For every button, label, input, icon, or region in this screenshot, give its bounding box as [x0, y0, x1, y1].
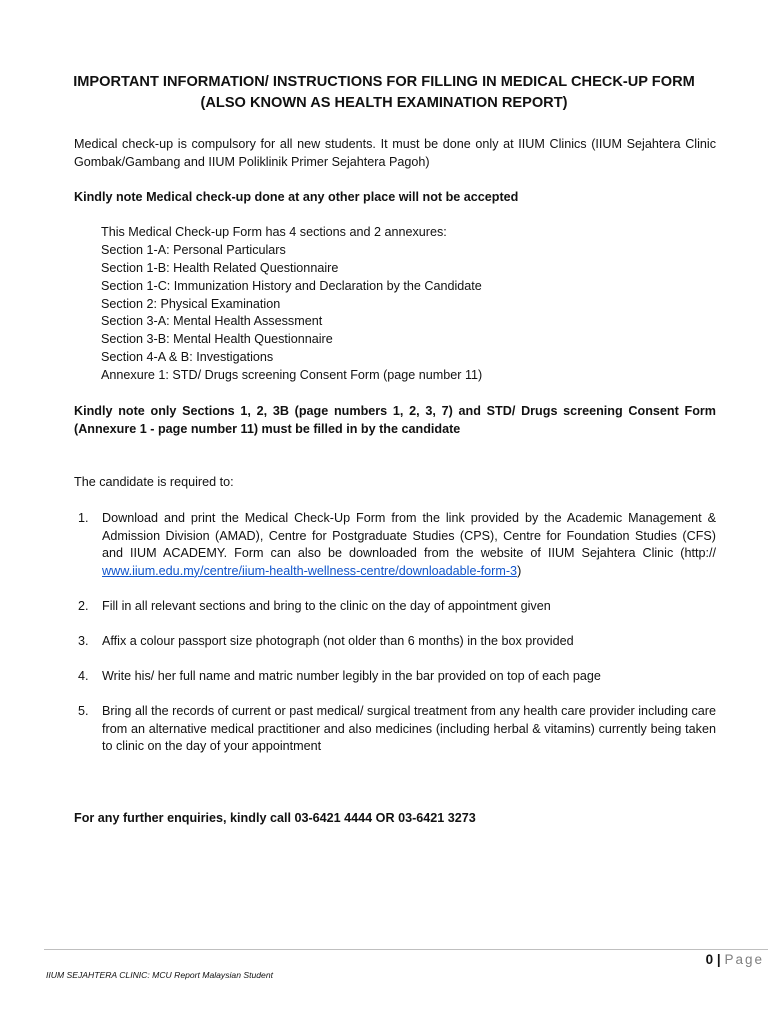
step-text: Bring all the records of current or past medical/ surgical treatment from any health care provider including care from an alternative medical practitioner and also medicines (including herbal & vitamins) currently being taken to clinic on the day of your appointment	[102, 704, 716, 754]
step-text: Fill in all relevant sections and bring to the clinic on the day of appointment given	[102, 598, 551, 613]
step-number: 5.	[78, 704, 89, 719]
step-number: 4.	[78, 669, 89, 684]
step-number: 1.	[78, 511, 89, 525]
page-number	[706, 951, 764, 969]
sections-list	[101, 224, 701, 385]
section-item: Section 1-C: Immunization History and Declaration by the Candidate	[101, 278, 482, 293]
section-item: Section 1-A: Personal Particulars	[101, 242, 286, 257]
section-item: Section 3-A: Mental Health Assessment	[101, 314, 323, 329]
title-line-2: (ALSO KNOWN AS HEALTH EXAMINATION REPORT)	[200, 95, 568, 111]
list-item	[74, 668, 716, 686]
section-item: Section 1-B: Health Related Questionnaire	[101, 260, 339, 275]
list-item	[74, 703, 716, 756]
page-number-value: 0	[705, 952, 714, 967]
notice-sections-to-fill: Kindly note only Sections 1, 2, 3B (page numbers 1, 2, 3, 7) and STD/ Drugs screening Consent Form (Annexure 1 - page number 11) must be filled in by the candidate	[74, 404, 716, 436]
section-item: Section 3-B: Mental Health Questionnaire	[101, 332, 333, 347]
section-item: Section 2: Physical Examination	[101, 296, 281, 311]
steps-list	[74, 510, 716, 756]
section-item: Annexure 1: STD/ Drugs screening Consent Form (page number 11)	[101, 368, 483, 383]
list-item	[74, 598, 716, 616]
step-text: Download and print the Medical Check-Up Form from the link provided by the Academic Management & Admission Division (AMAD), Centre for Postgraduate Studies (CPS), Centre for Foundation Studies (CFS) and IIUM ACADEMY. Form can also be downloaded from the website of IIUM Sejahtera Clinic (http://	[102, 511, 716, 561]
list-item	[74, 510, 716, 580]
sections-intro: This Medical Check-up Form has 4 sections and 2 annexures:	[101, 225, 447, 239]
footer-divider	[44, 949, 768, 950]
required-intro: The candidate is required to:	[74, 475, 234, 489]
step-text: Affix a colour passport size photograph (not older than 6 months) in the box provided	[102, 633, 574, 648]
step-text: Write his/ her full name and matric number legibly in the bar provided on top of each page	[102, 669, 601, 684]
document-title	[50, 72, 718, 114]
step-number: 3.	[78, 633, 89, 648]
step-text-end: )	[517, 563, 522, 578]
title-line-1: IMPORTANT INFORMATION/ INSTRUCTIONS FOR FILLING IN MEDICAL CHECK-UP FORM	[73, 74, 695, 90]
footer-text: IIUM SEJAHTERA CLINIC: MCU Report Malaysian Student	[46, 970, 274, 980]
list-item	[74, 633, 716, 651]
step-number: 2.	[78, 598, 89, 613]
page-number-separator: |	[716, 952, 721, 967]
enquiries-contact: For any further enquiries, kindly call 03-6421 4444 OR 03-6421 3273	[74, 811, 476, 825]
notice-other-place: Kindly note Medical check-up done at any other place will not be accepted	[74, 190, 519, 204]
clinic-website-link[interactable]: www.iium.edu.my/centre/iium-health-wellness-centre/downloadable-form-3	[102, 563, 518, 578]
section-item: Section 4-A & B: Investigations	[101, 350, 274, 365]
intro-paragraph: Medical check-up is compulsory for all new students. It must be done only at IIUM Clinics (IIUM Sejahtera Clinic Gombak/Gambang and IIUM Poliklinik Primer Sejahtera Pagoh)	[74, 137, 716, 169]
page-label: Page	[724, 952, 764, 967]
